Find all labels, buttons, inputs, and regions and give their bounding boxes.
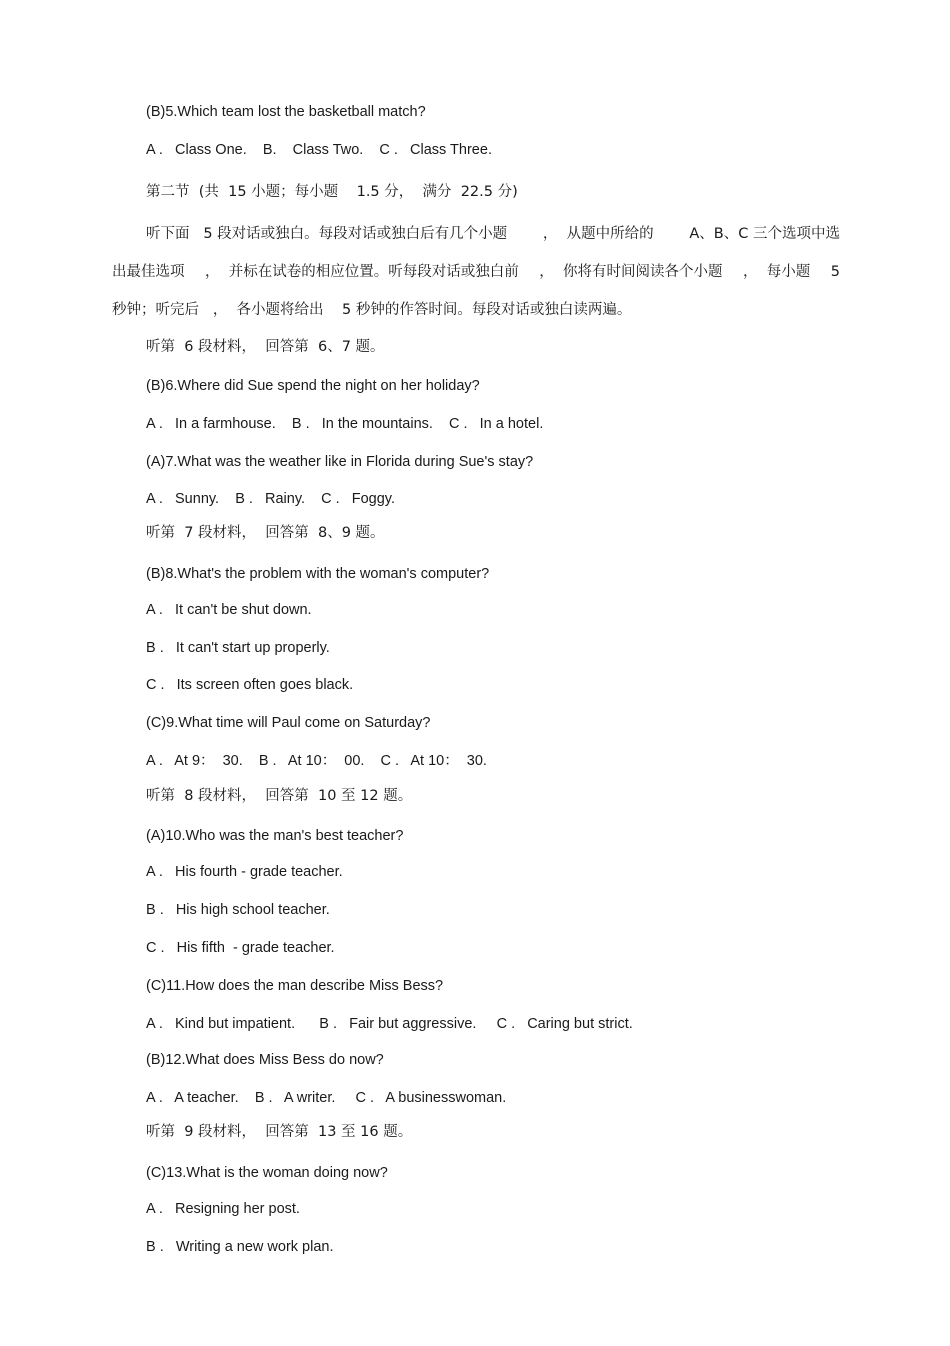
question-10-option-b: B . His high school teacher. [146,902,330,918]
question-7: (A)7.What was the weather like in Florida during Sue's stay? [146,454,534,470]
material-7-heading: 听第 7 段材料， 回答第 8、9 题。 [146,525,385,541]
instructions-segment: 听下面 5 段对话或独白。每段对话或独白后有几个小题 [146,226,508,242]
instructions-segment: ， 并标在试卷的相应位置。听每段对话或独白前 [205,264,519,280]
question-12: (B)12.What does Miss Bess do now? [146,1052,384,1068]
question-6: (B)6.Where did Sue spend the night on her holiday? [146,378,480,394]
question-13-option-b: B . Writing a new work plan. [146,1239,334,1255]
instructions-segment: 出最佳选项 [112,264,185,280]
question-12-options: A . A teacher. B . A writer. C . A businesswoman. [146,1090,507,1106]
instructions-segment: A、B、C 三个选项中选 [689,226,840,242]
question-7-options: A . Sunny. B . Rainy. C . Foggy. [146,491,396,507]
question-5-options: A . Class One. B. Class Two. C . Class Three. [146,142,492,158]
question-9: (C)9.What time will Paul come on Saturday? [146,715,431,731]
question-10-option-a: A . His fourth - grade teacher. [146,864,343,880]
instructions-segment: 5 [830,264,840,280]
material-6-heading: 听第 6 段材料， 回答第 6、7 题。 [146,339,385,355]
question-13-option-a: A . Resigning her post. [146,1201,300,1217]
question-8: (B)8.What's the problem with the woman's computer? [146,566,490,582]
question-5: (B)5.Which team lost the basketball match? [146,104,426,120]
instructions-line-1 [112,224,840,244]
material-8-heading: 听第 8 段材料， 回答第 10 至 12 题。 [146,788,413,804]
question-11: (C)11.How does the man describe Miss Bess? [146,978,444,994]
question-8-option-b: B . It can't start up properly. [146,640,330,656]
question-6-options: A . In a farmhouse. B . In the mountains. C . In a hotel. [146,416,544,432]
question-9-options: A . At 9： 30. B . At 10： 00. C . At 10： 30. [146,753,487,769]
material-9-heading: 听第 9 段材料， 回答第 13 至 16 题。 [146,1124,413,1140]
section-heading: 第二节 (共 15 小题；每小题 1.5 分， 满分 22.5 分) [146,184,518,200]
question-8-option-a: A . It can't be shut down. [146,602,312,618]
instructions-line-3: 秒钟；听完后 ， 各小题将给出 5 秒钟的作答时间。每段对话或独白读两遍。 [112,302,632,318]
instructions-segment: ， 每小题 [742,264,811,280]
question-8-option-c: C . Its screen often goes black. [146,677,354,693]
section-instructions [112,224,840,324]
instructions-segment: ， 你将有时间阅读各个小题 [539,264,723,280]
question-13: (C)13.What is the woman doing now? [146,1165,388,1181]
question-10: (A)10.Who was the man's best teacher? [146,828,404,844]
instructions-line-2 [112,262,840,282]
question-11-options: A . Kind but impatient. B . Fair but aggressive. C . Caring but strict. [146,1016,633,1032]
instructions-segment: ， 从题中所给的 [542,226,654,242]
question-10-option-c: C . His fifth - grade teacher. [146,940,335,956]
